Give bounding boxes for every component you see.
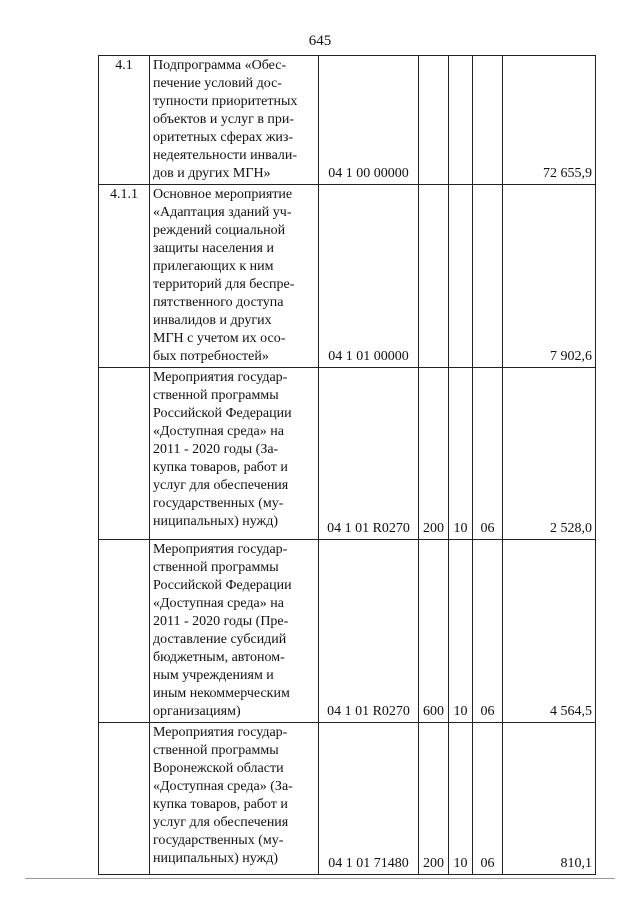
- cell-num: [99, 540, 150, 723]
- cell-rz: 10: [449, 368, 473, 540]
- cell-rz: 10: [449, 723, 473, 875]
- cell-rz: [449, 56, 473, 185]
- cell-name: Мероприятия государ- ственной программы Воронежской области «Доступная среда» (За- купка товаров, работ и услуг для обеспечения государственных (му- ниципальных) нужд): [150, 723, 319, 875]
- cell-num: 4.1: [99, 56, 150, 185]
- cell-vr: [419, 56, 449, 185]
- cell-num: [99, 368, 150, 540]
- table-row: [99, 723, 596, 875]
- cell-vr: 200: [419, 723, 449, 875]
- cell-sum: 72 655,9: [503, 56, 596, 185]
- cell-name: Подпрограмма «Обес- печение условий дос- тупности приоритетных объектов и услуг в при- оритетных сферах жиз- недеятельности инвали- дов и других МГН»: [150, 56, 319, 185]
- table-row: [99, 56, 596, 185]
- cell-code: 04 1 01 R0270: [319, 368, 419, 540]
- cell-rz: 10: [449, 540, 473, 723]
- cell-sum: 7 902,6: [503, 185, 596, 368]
- cell-vr: 200: [419, 368, 449, 540]
- cell-sum: 810,1: [503, 723, 596, 875]
- cell-sum: 4 564,5: [503, 540, 596, 723]
- cell-vr: 600: [419, 540, 449, 723]
- cell-code: 04 1 00 00000: [319, 56, 419, 185]
- cell-code: 04 1 01 71480: [319, 723, 419, 875]
- cell-pr: 06: [473, 368, 503, 540]
- cell-pr: 06: [473, 723, 503, 875]
- budget-table: [98, 55, 596, 875]
- page-number: 645: [308, 33, 332, 49]
- cell-name: Мероприятия государ- ственной программы Российской Федерации «Доступная среда» на 2011 - 2020 годы (Пре- доставление субсидий бюджетным, автоном- ным учреждениям и иным некоммерческим организациям): [150, 540, 319, 723]
- cell-name: Основное мероприятие «Адаптация зданий уч- реждений социальной защиты населения и прилегающих к ним территорий для беспре- пятственного доступа инвалидов и других МГН с учетом их осо- бых потребностей»: [150, 185, 319, 368]
- cell-num: 4.1.1: [99, 185, 150, 368]
- cell-sum: 2 528,0: [503, 368, 596, 540]
- table-row: [99, 540, 596, 723]
- footer-divider: [25, 878, 615, 879]
- cell-pr: [473, 56, 503, 185]
- table-row: [99, 185, 596, 368]
- cell-name: Мероприятия государ- ственной программы Российской Федерации «Доступная среда» на 2011 - 2020 годы (За- купка товаров, работ и услуг для обеспечения государственных (му- ниципальных) нужд): [150, 368, 319, 540]
- cell-pr: [473, 185, 503, 368]
- table-row: [99, 368, 596, 540]
- cell-code: 04 1 01 R0270: [319, 540, 419, 723]
- cell-code: 04 1 01 00000: [319, 185, 419, 368]
- cell-pr: 06: [473, 540, 503, 723]
- cell-rz: [449, 185, 473, 368]
- cell-vr: [419, 185, 449, 368]
- cell-num: [99, 723, 150, 875]
